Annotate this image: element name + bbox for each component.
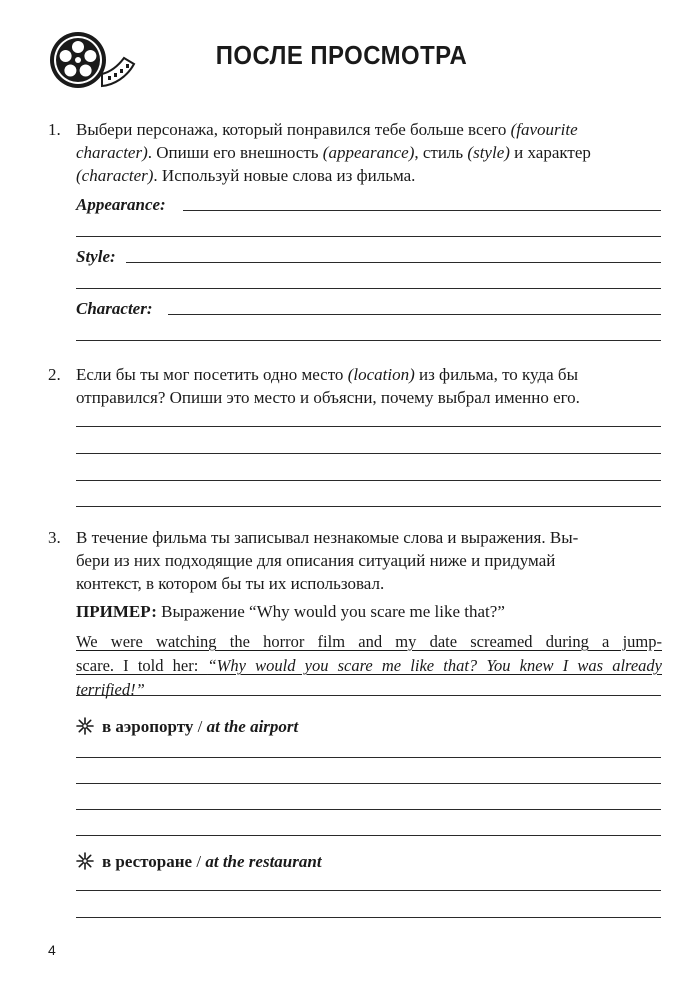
location-answer-line-4[interactable] bbox=[76, 506, 661, 507]
airport-answer-line-2[interactable] bbox=[76, 783, 661, 784]
sparkle-icon bbox=[76, 717, 94, 735]
page-number: 4 bbox=[48, 942, 56, 958]
character-label: Character: bbox=[76, 299, 153, 318]
question-2-number: 2. bbox=[48, 365, 61, 384]
example-answer-line-1: We were watching the horror film and my date screamed during a jump- bbox=[76, 632, 662, 651]
style-label: Style: bbox=[76, 247, 116, 266]
page-title: ПОСЛЕ ПРОСМОТРА bbox=[215, 40, 468, 70]
restaurant-answer-line-1[interactable] bbox=[76, 890, 661, 891]
example-answer-rule bbox=[76, 695, 661, 696]
question-3-line-2: бери из них подходящие для описания ситуаций ниже и придумай bbox=[76, 551, 556, 570]
example-prompt: ПРИМЕР: Выражение “Why would you scare me like that?” bbox=[76, 602, 505, 621]
appearance-answer-line-2[interactable] bbox=[76, 236, 661, 237]
character-answer-line-2[interactable] bbox=[76, 340, 661, 341]
question-3-number: 3. bbox=[48, 528, 61, 547]
question-2-line-2: отправился? Опиши это место и объясни, почему выбрал именно его. bbox=[76, 388, 580, 407]
question-3-line-3: контекст, в котором бы ты их использовал. bbox=[76, 574, 385, 593]
appearance-label: Appearance: bbox=[76, 195, 166, 214]
example-answer-line-3: terrified!” bbox=[76, 680, 145, 699]
sparkle-icon bbox=[76, 852, 94, 870]
airport-answer-line-4[interactable] bbox=[76, 835, 661, 836]
question-2-line-1: Если бы ты мог посетить одно место (location) из фильма, то куда бы bbox=[76, 365, 579, 384]
question-1-line-2: character). Опиши его внешность (appearance), стиль (style) и характер bbox=[76, 143, 591, 162]
location-answer-line-2[interactable] bbox=[76, 453, 661, 454]
situation-restaurant: в ресторане / at the restaurant bbox=[76, 850, 322, 873]
location-answer-line-3[interactable] bbox=[76, 480, 661, 481]
example-answer-line-2: scare. I told her: “Why would you scare me like that? You knew I was already bbox=[76, 656, 662, 675]
airport-answer-line-1[interactable] bbox=[76, 757, 661, 758]
question-1-number: 1. bbox=[48, 120, 61, 139]
appearance-answer-line[interactable] bbox=[183, 210, 661, 211]
restaurant-answer-line-2[interactable] bbox=[76, 917, 661, 918]
location-answer-line-1[interactable] bbox=[76, 426, 661, 427]
character-answer-line[interactable] bbox=[168, 314, 661, 315]
style-answer-line-2[interactable] bbox=[76, 288, 661, 289]
situation-airport: в аэропорту / at the airport bbox=[76, 715, 298, 738]
question-1-line-1: Выбери персонажа, который понравился тебе больше всего (favourite bbox=[76, 120, 578, 139]
style-answer-line[interactable] bbox=[126, 262, 661, 263]
airport-answer-line-3[interactable] bbox=[76, 809, 661, 810]
example-label: ПРИМЕР: bbox=[76, 602, 157, 621]
question-3-line-1: В течение фильма ты записывал незнакомые слова и выражения. Вы- bbox=[76, 528, 579, 547]
question-1-line-3: (character). Используй новые слова из фильма. bbox=[76, 166, 416, 185]
